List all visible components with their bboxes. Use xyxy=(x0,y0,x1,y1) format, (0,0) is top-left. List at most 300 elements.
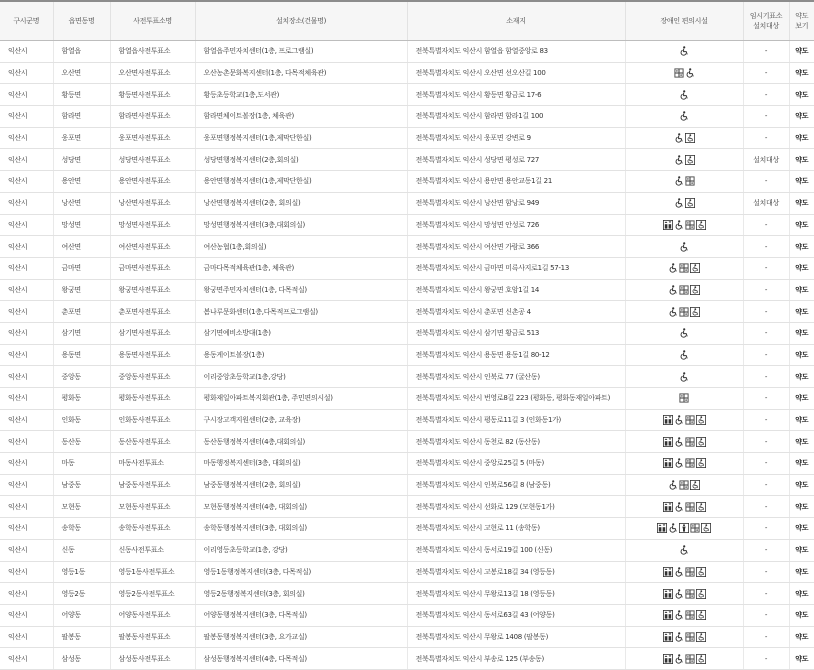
wheelchair-square-icon xyxy=(696,220,706,230)
cell-facilities xyxy=(625,388,743,410)
wheelchair-square-icon xyxy=(696,610,706,620)
braille-icon xyxy=(690,523,700,533)
cell-map xyxy=(789,106,814,128)
cell-place: 함열읍주민자치센터(1층, 프로그램실) xyxy=(195,41,407,63)
cell-temp-booth: - xyxy=(743,453,789,475)
cell-place: 봄나루문화센터(1층,다목적프로그램실) xyxy=(195,301,407,323)
cell-temp-booth: - xyxy=(743,236,789,258)
table-row xyxy=(0,626,814,648)
facility-icons xyxy=(663,437,706,447)
cell-map xyxy=(789,214,814,236)
cell-temp-booth: - xyxy=(743,561,789,583)
cell-address: 전북특별자치도 익산시 부송로 125 (부송동) xyxy=(407,648,625,670)
cell-town: 금마면 xyxy=(53,257,110,279)
cell-temp-booth: - xyxy=(743,366,789,388)
cell-district: 익산시 xyxy=(0,149,53,171)
braille-icon xyxy=(685,610,695,620)
map-link[interactable]: 약도 xyxy=(795,242,809,251)
cell-map xyxy=(789,127,814,149)
wheelchair-square-icon xyxy=(690,285,700,295)
wheelchair-icon xyxy=(674,567,684,577)
braille-icon xyxy=(679,307,689,317)
braille-icon xyxy=(685,654,695,664)
cell-facilities xyxy=(625,453,743,475)
cell-station: 삼기면사전투표소 xyxy=(110,322,195,344)
cell-map xyxy=(789,366,814,388)
cell-district: 익산시 xyxy=(0,366,53,388)
cell-district: 익산시 xyxy=(0,583,53,605)
braille-icon xyxy=(679,263,689,273)
cell-town: 마동 xyxy=(53,453,110,475)
header-facilities: 장애인 편의시설 xyxy=(625,1,743,41)
map-link[interactable]: 약도 xyxy=(795,524,809,533)
header-town: 읍면동명 xyxy=(53,1,110,41)
table-row xyxy=(0,301,814,323)
cell-temp-booth: - xyxy=(743,62,789,84)
cell-district: 익산시 xyxy=(0,301,53,323)
cell-station: 남중동사전투표소 xyxy=(110,474,195,496)
braille-icon xyxy=(685,176,695,186)
cell-town: 동산동 xyxy=(53,431,110,453)
facility-icons xyxy=(663,632,706,642)
facility-icons xyxy=(663,458,706,468)
cell-district: 익산시 xyxy=(0,236,53,258)
cell-map xyxy=(789,62,814,84)
cell-facilities xyxy=(625,561,743,583)
braille-icon xyxy=(685,415,695,425)
cell-district: 익산시 xyxy=(0,474,53,496)
cell-station: 웅포면사전투표소 xyxy=(110,127,195,149)
wheelchair-icon xyxy=(674,415,684,425)
wheelchair-icon xyxy=(674,198,684,208)
wheelchair-square-icon xyxy=(696,632,706,642)
wheelchair-square-icon xyxy=(696,567,706,577)
cell-map xyxy=(789,192,814,214)
facility-icons xyxy=(668,263,700,273)
facility-icons xyxy=(663,220,706,230)
map-link[interactable]: 약도 xyxy=(795,134,809,143)
cell-facilities xyxy=(625,344,743,366)
wheelchair-icon xyxy=(679,328,689,338)
cell-station: 동산동사전투표소 xyxy=(110,431,195,453)
cell-town: 성당면 xyxy=(53,149,110,171)
cell-temp-booth: - xyxy=(743,344,789,366)
cell-temp-booth: 설치대상 xyxy=(743,192,789,214)
elevator-icon xyxy=(663,220,673,230)
facility-icons xyxy=(674,176,695,186)
table-row xyxy=(0,539,814,561)
cell-district: 익산시 xyxy=(0,192,53,214)
cell-district: 익산시 xyxy=(0,84,53,106)
map-link[interactable]: 약도 xyxy=(795,481,809,490)
cell-station: 왕궁면사전투표소 xyxy=(110,279,195,301)
map-link[interactable]: 약도 xyxy=(795,567,809,576)
cell-town: 춘포면 xyxy=(53,301,110,323)
cell-address: 전북특별자치도 익산시 번영로8길 223 (평화동, 평화동재일아파트) xyxy=(407,388,625,410)
cell-map xyxy=(789,431,814,453)
cell-temp-booth: - xyxy=(743,583,789,605)
header-map-line1: 약도 xyxy=(795,12,809,20)
map-link[interactable]: 약도 xyxy=(795,220,809,229)
facility-icons xyxy=(674,68,695,78)
cell-address: 전북특별자치도 익산시 왕궁면 호암1길 14 xyxy=(407,279,625,301)
map-link[interactable]: 약도 xyxy=(795,394,809,403)
cell-map xyxy=(789,496,814,518)
cell-map xyxy=(789,539,814,561)
wheelchair-icon xyxy=(679,545,689,555)
cell-station: 함라면사전투표소 xyxy=(110,106,195,128)
cell-town: 팔봉동 xyxy=(53,626,110,648)
cell-map xyxy=(789,322,814,344)
facility-icons xyxy=(679,111,689,121)
cell-temp-booth: - xyxy=(743,171,789,193)
facility-icons xyxy=(674,198,695,208)
wheelchair-square-icon xyxy=(696,415,706,425)
wheelchair-square-icon xyxy=(696,437,706,447)
cell-map xyxy=(789,583,814,605)
cell-district: 익산시 xyxy=(0,41,53,63)
cell-district: 익산시 xyxy=(0,604,53,626)
cell-map xyxy=(789,604,814,626)
cell-district: 익산시 xyxy=(0,431,53,453)
cell-district: 익산시 xyxy=(0,453,53,475)
cell-station: 함열읍사전투표소 xyxy=(110,41,195,63)
table-header-row xyxy=(0,1,814,41)
cell-map xyxy=(789,84,814,106)
elevator-icon xyxy=(657,523,667,533)
wheelchair-icon xyxy=(674,589,684,599)
cell-town: 송학동 xyxy=(53,518,110,540)
cell-address: 전북특별자치도 익산시 춘포면 신촌공 4 xyxy=(407,301,625,323)
cell-map xyxy=(789,344,814,366)
cell-facilities xyxy=(625,626,743,648)
map-link[interactable]: 약도 xyxy=(795,155,809,164)
braille-icon xyxy=(685,502,695,512)
map-link[interactable]: 약도 xyxy=(795,589,809,598)
map-link[interactable]: 약도 xyxy=(795,416,809,425)
cell-map xyxy=(789,236,814,258)
table-row xyxy=(0,257,814,279)
table-row xyxy=(0,149,814,171)
braille-icon xyxy=(679,480,689,490)
cell-station: 금마면사전투표소 xyxy=(110,257,195,279)
facility-icons xyxy=(663,610,706,620)
facility-icons xyxy=(657,523,711,533)
cell-temp-booth: - xyxy=(743,214,789,236)
map-link[interactable]: 약도 xyxy=(795,285,809,294)
cell-station: 신동사전투표소 xyxy=(110,539,195,561)
cell-station: 영등2동사전투표소 xyxy=(110,583,195,605)
cell-facilities xyxy=(625,41,743,63)
cell-temp-booth: 설치대상 xyxy=(743,149,789,171)
cell-facilities xyxy=(625,366,743,388)
cell-station: 낭산면사전투표소 xyxy=(110,192,195,214)
wheelchair-icon xyxy=(674,437,684,447)
cell-temp-booth: - xyxy=(743,474,789,496)
cell-address: 전북특별자치도 익산시 낭산면 함낭로 949 xyxy=(407,192,625,214)
map-link[interactable]: 약도 xyxy=(795,177,809,186)
cell-map xyxy=(789,149,814,171)
cell-facilities xyxy=(625,149,743,171)
facility-icons xyxy=(663,567,706,577)
elevator-icon xyxy=(663,437,673,447)
facility-icons xyxy=(679,350,689,360)
cell-temp-booth: - xyxy=(743,279,789,301)
cell-district: 익산시 xyxy=(0,648,53,670)
cell-town: 낭산면 xyxy=(53,192,110,214)
cell-map xyxy=(789,648,814,670)
cell-place: 어양동행정복지센터(3층, 다목적실) xyxy=(195,604,407,626)
cell-station: 여산면사전투표소 xyxy=(110,236,195,258)
cell-place: 송학동행정복지센터(3층, 대회의실) xyxy=(195,518,407,540)
wheelchair-icon xyxy=(674,133,684,143)
map-link[interactable]: 약도 xyxy=(795,372,809,381)
cell-temp-booth: - xyxy=(743,431,789,453)
cell-map xyxy=(789,301,814,323)
map-link[interactable]: 약도 xyxy=(795,307,809,316)
map-link[interactable]: 약도 xyxy=(795,437,809,446)
wheelchair-icon xyxy=(679,111,689,121)
wheelchair-icon xyxy=(679,90,689,100)
header-map xyxy=(789,1,814,41)
cell-place: 모현동행정복지센터(4층, 대회의실) xyxy=(195,496,407,518)
wheelchair-icon xyxy=(679,242,689,252)
cell-place: 오산농촌문화복지센터(1층, 다목적체육관) xyxy=(195,62,407,84)
cell-address: 전북특별자치도 익산시 인북로56길 8 (남중동) xyxy=(407,474,625,496)
cell-place: 황등초등학교(1층,도서관) xyxy=(195,84,407,106)
table-row xyxy=(0,366,814,388)
cell-address: 전북특별자치도 익산시 함열읍 함열중앙로 83 xyxy=(407,41,625,63)
cell-station: 용동면사전투표소 xyxy=(110,344,195,366)
map-link[interactable]: 약도 xyxy=(795,654,809,663)
table-row xyxy=(0,41,814,63)
facility-icons xyxy=(674,155,695,165)
cell-facilities xyxy=(625,409,743,431)
cell-town: 평화동 xyxy=(53,388,110,410)
map-link[interactable]: 약도 xyxy=(795,611,809,620)
cell-map xyxy=(789,279,814,301)
cell-place: 용동게이트볼장(1층) xyxy=(195,344,407,366)
cell-district: 익산시 xyxy=(0,626,53,648)
map-link[interactable]: 약도 xyxy=(795,112,809,121)
cell-town: 영등1동 xyxy=(53,561,110,583)
map-link[interactable]: 약도 xyxy=(795,47,809,56)
cell-town: 함열읍 xyxy=(53,41,110,63)
map-link[interactable]: 약도 xyxy=(795,199,809,208)
wheelchair-icon xyxy=(674,502,684,512)
wheelchair-icon xyxy=(679,372,689,382)
wheelchair-icon xyxy=(674,220,684,230)
cell-temp-booth: - xyxy=(743,496,789,518)
cell-town: 남중동 xyxy=(53,474,110,496)
cell-address: 전북특별자치도 익산시 고현로 11 (송학동) xyxy=(407,518,625,540)
cell-town: 황등면 xyxy=(53,84,110,106)
cell-facilities xyxy=(625,192,743,214)
wheelchair-icon xyxy=(668,263,678,273)
cell-temp-booth: - xyxy=(743,106,789,128)
cell-temp-booth: - xyxy=(743,626,789,648)
cell-address: 전북특별자치도 익산시 동서로19길 100 (신동) xyxy=(407,539,625,561)
facility-icons xyxy=(679,46,689,56)
map-link[interactable]: 약도 xyxy=(795,69,809,78)
wheelchair-icon xyxy=(668,480,678,490)
wheelchair-icon xyxy=(674,610,684,620)
table-row xyxy=(0,106,814,128)
table-row xyxy=(0,236,814,258)
cell-address: 전북특별자치도 익산시 무왕로13길 18 (영등동) xyxy=(407,583,625,605)
wheelchair-icon xyxy=(674,654,684,664)
wheelchair-icon xyxy=(674,458,684,468)
elevator-icon xyxy=(663,610,673,620)
cell-facilities xyxy=(625,496,743,518)
facility-icons xyxy=(679,242,689,252)
cell-facilities xyxy=(625,279,743,301)
cell-place: 평화재일아파트복지회관(1층, 주민편의시설) xyxy=(195,388,407,410)
cell-station: 용안면사전투표소 xyxy=(110,171,195,193)
header-map-line2: 보기 xyxy=(795,22,809,30)
elevator-icon xyxy=(663,654,673,664)
elevator-icon xyxy=(663,502,673,512)
cell-facilities xyxy=(625,431,743,453)
cell-facilities xyxy=(625,518,743,540)
wheelchair-square-icon xyxy=(701,523,711,533)
cell-district: 익산시 xyxy=(0,62,53,84)
cell-station: 삼성동사전투표소 xyxy=(110,648,195,670)
cell-district: 익산시 xyxy=(0,344,53,366)
table-row xyxy=(0,84,814,106)
cell-district: 익산시 xyxy=(0,388,53,410)
wheelchair-square-icon xyxy=(696,589,706,599)
table-row xyxy=(0,279,814,301)
map-link[interactable]: 약도 xyxy=(795,632,809,641)
cell-place: 동산동행정복지센터(4층,대회의실) xyxy=(195,431,407,453)
cell-facilities xyxy=(625,127,743,149)
cell-place: 이리영등초등학교(1층, 강당) xyxy=(195,539,407,561)
map-link[interactable]: 약도 xyxy=(795,329,809,338)
cell-station: 송학동사전투표소 xyxy=(110,518,195,540)
cell-map xyxy=(789,626,814,648)
cell-place: 낭산면행정복지센터(2층, 회의실) xyxy=(195,192,407,214)
cell-facilities xyxy=(625,236,743,258)
cell-town: 영등2동 xyxy=(53,583,110,605)
cell-address: 전북특별자치도 익산시 무왕로 1408 (팔봉동) xyxy=(407,626,625,648)
cell-temp-booth: - xyxy=(743,127,789,149)
cell-town: 신동 xyxy=(53,539,110,561)
cell-town: 인화동 xyxy=(53,409,110,431)
cell-map xyxy=(789,388,814,410)
facility-icons xyxy=(668,285,700,295)
cell-station: 인화동사전투표소 xyxy=(110,409,195,431)
cell-place: 팔봉동행정복지센터(3층, 요가교실) xyxy=(195,626,407,648)
map-link[interactable]: 약도 xyxy=(795,502,809,511)
cell-address: 전북특별자치도 익산시 망성면 안성로 726 xyxy=(407,214,625,236)
facility-icons xyxy=(663,502,706,512)
table-row xyxy=(0,474,814,496)
cell-place: 성당면행정복지센터(2층,회의실) xyxy=(195,149,407,171)
cell-place: 금마다목적체육관(1층, 체육관) xyxy=(195,257,407,279)
braille-icon xyxy=(685,437,695,447)
cell-place: 영등1동행정복지센터(3층, 다목적실) xyxy=(195,561,407,583)
header-temp-line1: 임시기표소 xyxy=(749,12,783,20)
table-row xyxy=(0,171,814,193)
wheelchair-icon xyxy=(674,176,684,186)
cell-town: 용동면 xyxy=(53,344,110,366)
table-body xyxy=(0,41,814,670)
cell-place: 웅포면행정복지센터(1층,제막단한실) xyxy=(195,127,407,149)
header-temp-line2: 설치대상 xyxy=(753,22,779,30)
facility-icons xyxy=(674,133,695,143)
cell-facilities xyxy=(625,171,743,193)
wheelchair-square-icon xyxy=(696,502,706,512)
table-row xyxy=(0,214,814,236)
wheelchair-square-icon xyxy=(690,307,700,317)
table-row xyxy=(0,648,814,670)
cell-address: 전북특별자치도 익산시 성당면 평성로 727 xyxy=(407,149,625,171)
table-row xyxy=(0,127,814,149)
wheelchair-icon xyxy=(674,155,684,165)
cell-temp-booth: - xyxy=(743,388,789,410)
cell-address: 전북특별자치도 익산시 황등면 황금로 17-6 xyxy=(407,84,625,106)
cell-temp-booth: - xyxy=(743,604,789,626)
cell-address: 전북특별자치도 익산시 동서로63길 43 (어양동) xyxy=(407,604,625,626)
cell-town: 삼성동 xyxy=(53,648,110,670)
cell-town: 여산면 xyxy=(53,236,110,258)
cell-place: 이리중앙초등학교(1층,강당) xyxy=(195,366,407,388)
map-link[interactable]: 약도 xyxy=(795,90,809,99)
cell-address: 전북특별자치도 익산시 중앙로25길 5 (마동) xyxy=(407,453,625,475)
cell-town: 망성면 xyxy=(53,214,110,236)
cell-place: 망성면행정복지센터(3층,대회의실) xyxy=(195,214,407,236)
cell-town: 모현동 xyxy=(53,496,110,518)
cell-district: 익산시 xyxy=(0,322,53,344)
cell-temp-booth: - xyxy=(743,648,789,670)
cell-place: 영등2동행정복지센터(3층, 회의실) xyxy=(195,583,407,605)
cell-address: 전북특별자치도 익산시 인북로 77 (굴산동) xyxy=(407,366,625,388)
braille-icon xyxy=(679,393,689,403)
map-link[interactable]: 약도 xyxy=(795,546,809,555)
cell-district: 익산시 xyxy=(0,409,53,431)
cell-station: 모현동사전투표소 xyxy=(110,496,195,518)
header-temp-booth xyxy=(743,1,789,41)
cell-station: 황등면사전투표소 xyxy=(110,84,195,106)
wheelchair-square-icon xyxy=(696,458,706,468)
map-link[interactable]: 약도 xyxy=(795,350,809,359)
map-link[interactable]: 약도 xyxy=(795,264,809,273)
cell-map xyxy=(789,518,814,540)
cell-town: 삼기면 xyxy=(53,322,110,344)
cell-facilities xyxy=(625,84,743,106)
header-place: 설치장소(건물명) xyxy=(195,1,407,41)
cell-address: 전북특별자치도 익산시 함라면 함라1길 100 xyxy=(407,106,625,128)
cell-district: 익산시 xyxy=(0,127,53,149)
table-row xyxy=(0,388,814,410)
cell-place: 마동행정복지센터(3층, 대회의실) xyxy=(195,453,407,475)
cell-station: 마동사전투표소 xyxy=(110,453,195,475)
cell-place: 남중동행정복지센터(2층, 회의실) xyxy=(195,474,407,496)
cell-town: 중앙동 xyxy=(53,366,110,388)
elevator-icon xyxy=(663,589,673,599)
facility-icons xyxy=(668,480,700,490)
person-icon xyxy=(679,523,689,533)
wheelchair-square-icon xyxy=(685,133,695,143)
wheelchair-square-icon xyxy=(685,155,695,165)
cell-station: 춘포면사전투표소 xyxy=(110,301,195,323)
cell-facilities xyxy=(625,322,743,344)
cell-facilities xyxy=(625,106,743,128)
wheelchair-square-icon xyxy=(685,198,695,208)
cell-district: 익산시 xyxy=(0,214,53,236)
map-link[interactable]: 약도 xyxy=(795,459,809,468)
